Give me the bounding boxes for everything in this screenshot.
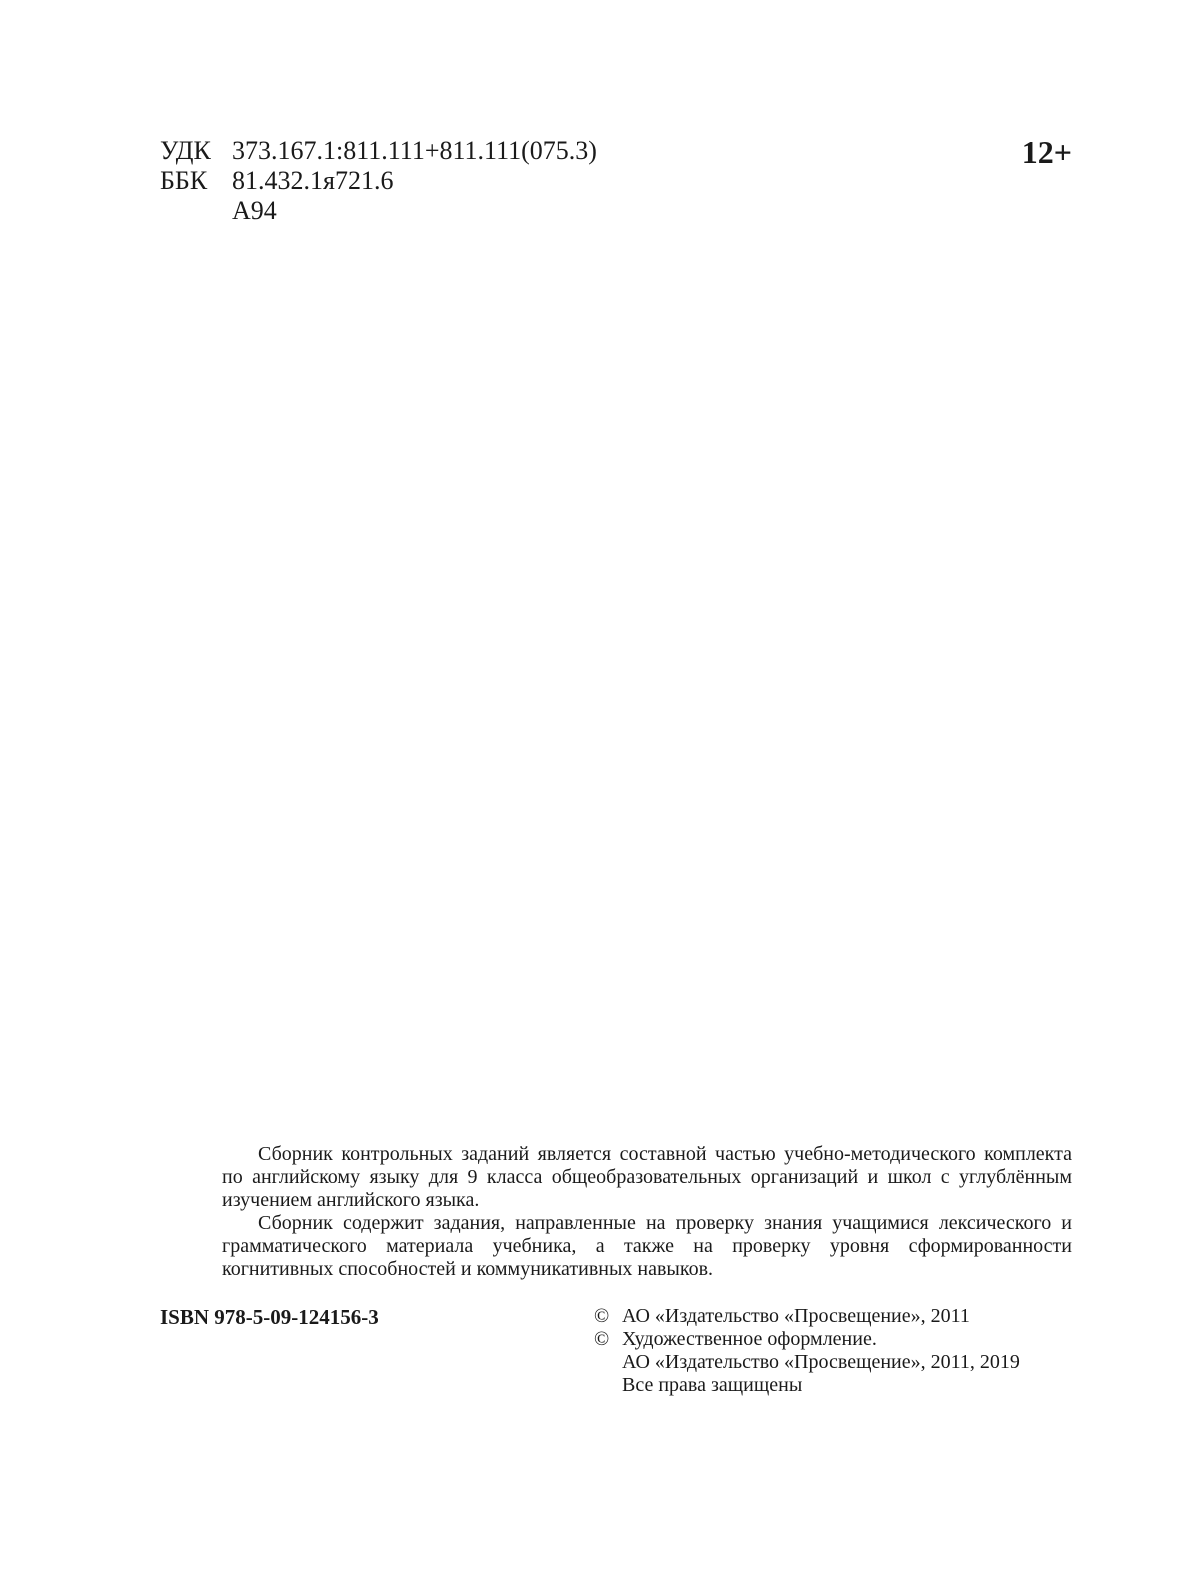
copyright-design-holder: АО «Издательство «Просвещение», 2011, 2019 bbox=[622, 1351, 1020, 1373]
bbk-row bbox=[160, 166, 597, 196]
author-mark-row bbox=[160, 196, 597, 226]
copyright-icon: © bbox=[594, 1328, 610, 1350]
annotation-paragraph: Сборник содержит задания, направленные на проверку знания учащимися лексического и грамматического материала учебника, а также на проверку уровня сформированности когнитивных способностей и коммуникативных навыков. bbox=[222, 1212, 1072, 1280]
udk-row bbox=[160, 136, 597, 166]
annotation bbox=[222, 1143, 1072, 1281]
age-rating-badge: 12+ bbox=[1021, 134, 1072, 170]
copyright-publisher: АО «Издательство «Просвещение», 2011 bbox=[622, 1305, 970, 1327]
bbk-value: 81.432.1я721.6 bbox=[232, 166, 394, 195]
author-mark: А94 bbox=[232, 196, 277, 225]
copyright-line bbox=[594, 1328, 1020, 1351]
classification-block bbox=[160, 136, 597, 226]
isbn: ISBN 978-5-09-124156-3 bbox=[160, 1305, 379, 1329]
rights-reserved: Все права защищены bbox=[622, 1374, 803, 1396]
copyright-block bbox=[594, 1305, 1020, 1397]
copyright-icon: © bbox=[594, 1305, 610, 1327]
udk-value: 373.167.1:811.111+811.111(075.3) bbox=[232, 136, 597, 165]
annotation-paragraph: Сборник контрольных заданий является составной частью учебно-методического комплекта по английскому языку для 9 класса общеобразовательных организаций и школ с углублённым изучением английского языка. bbox=[222, 1143, 1072, 1211]
copyright-line bbox=[594, 1305, 1020, 1328]
bbk-label: ББК bbox=[160, 166, 208, 195]
copyright-design: Художественное оформление. bbox=[622, 1328, 877, 1350]
udk-label: УДК bbox=[160, 136, 211, 165]
